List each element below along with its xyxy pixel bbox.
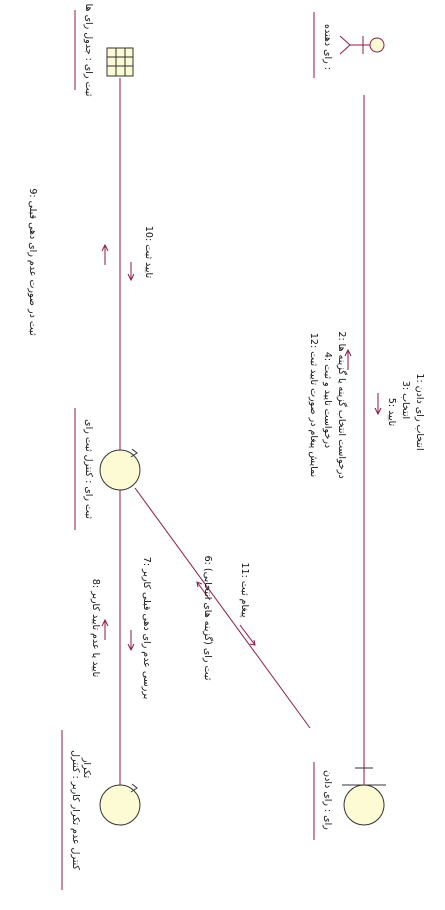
message-5-label: 5: تایید xyxy=(386,397,397,427)
message-11-label: 11: پیغام ثبت xyxy=(239,562,250,618)
message-1-label: 1: انتخاب رای دادن xyxy=(414,373,425,451)
ballot-table-name: ثبت رای : جدول رای ها xyxy=(83,3,94,97)
message-9-label: 9: ثبت در صورت عدم رای دهی قبلی xyxy=(27,188,38,336)
message-3-label: 3: انتخاب xyxy=(400,380,411,420)
actor-icon xyxy=(340,36,384,54)
message-10-label: 10: تایید ثبت xyxy=(143,225,154,279)
link-vote-entity-control xyxy=(135,488,310,728)
vote-entity-name: رای : رای دادن xyxy=(322,770,333,830)
duplicate-control-name-line2: تکرار xyxy=(81,757,92,779)
table-icon xyxy=(107,48,133,76)
control-icon xyxy=(100,784,140,825)
actor-name: رای دهنده : xyxy=(322,24,333,70)
message-12-label: 12: نمایش پیغام در صورت تایید ثبت xyxy=(308,332,319,478)
message-2-label: 2: درخواست انتخاب گزینه یا گزینه ها xyxy=(336,331,347,479)
control-icon xyxy=(100,449,140,490)
message-6-label: 6: ثبت رای (گزینه های انتخابی) xyxy=(202,555,213,681)
message-8-label: 8: تایید یا عدم تایید کاربر xyxy=(90,578,101,678)
message-7-label: 7: بررسی عدم رای دهی قبلی کاربر xyxy=(141,556,152,700)
duplicate-control-name-line1: کنترل عدم تکرار کاربر : کنترل xyxy=(70,750,81,870)
vote-control-name: ثبت رای : کنترل ثبت رای xyxy=(83,419,94,519)
entity-icon xyxy=(342,785,386,825)
message-4-label: 4: درخواست تایید و ثبت xyxy=(322,351,333,449)
